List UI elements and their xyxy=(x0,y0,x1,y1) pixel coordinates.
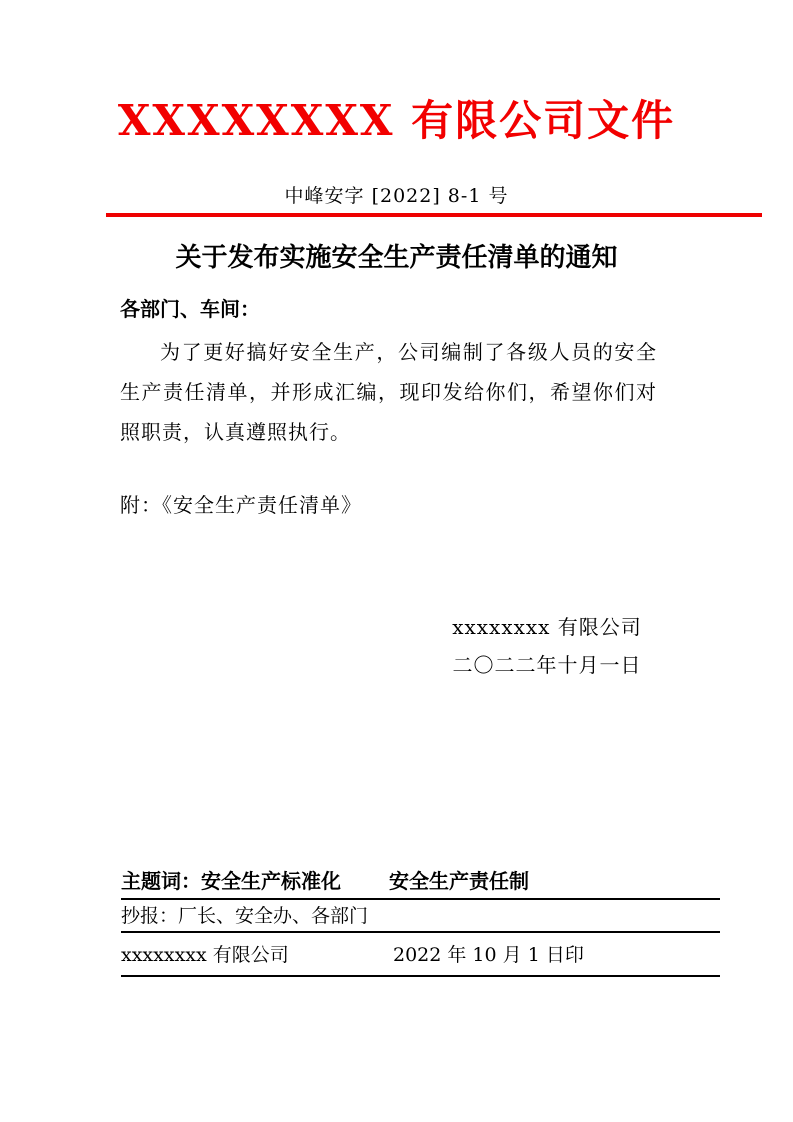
signature-date: 二〇二二年十月一日 xyxy=(452,653,642,677)
footer-copy-row: 抄报：厂长、安全办、各部门 xyxy=(121,900,720,933)
print-date: 2022 年 10 月 1 日印 xyxy=(393,944,584,966)
subject-keyword-1: 安全生产标准化 xyxy=(201,869,341,893)
subject-label: 主题词： xyxy=(121,869,201,893)
signature-company: xxxxxxxx 有限公司 xyxy=(452,615,642,639)
salutation-line: 各部门、车间： xyxy=(120,297,260,321)
notice-title: 关于发布实施安全生产责任清单的通知 xyxy=(175,243,618,273)
subject-keyword-2: 安全生产责任制 xyxy=(389,869,529,893)
document-number: 中峰安字 [2022] 8-1 号 xyxy=(284,185,509,207)
footer-subject-row xyxy=(121,868,720,900)
document-footer xyxy=(121,868,720,977)
red-divider-rule xyxy=(106,213,762,217)
attachment-line: 附：《安全生产责任清单》 xyxy=(120,493,362,517)
footer-print-row xyxy=(121,933,720,977)
company-document-header: XXXXXXXX 有限公司文件 xyxy=(117,96,676,145)
print-company: xxxxxxxx 有限公司 xyxy=(121,944,289,966)
body-paragraph: 为了更好搞好安全生产，公司编制了各级人员的安全生产责任清单，并形成汇编，现印发给你们，希望你们对照职责，认真遵照执行。 xyxy=(120,340,657,444)
signature-block xyxy=(432,608,662,684)
